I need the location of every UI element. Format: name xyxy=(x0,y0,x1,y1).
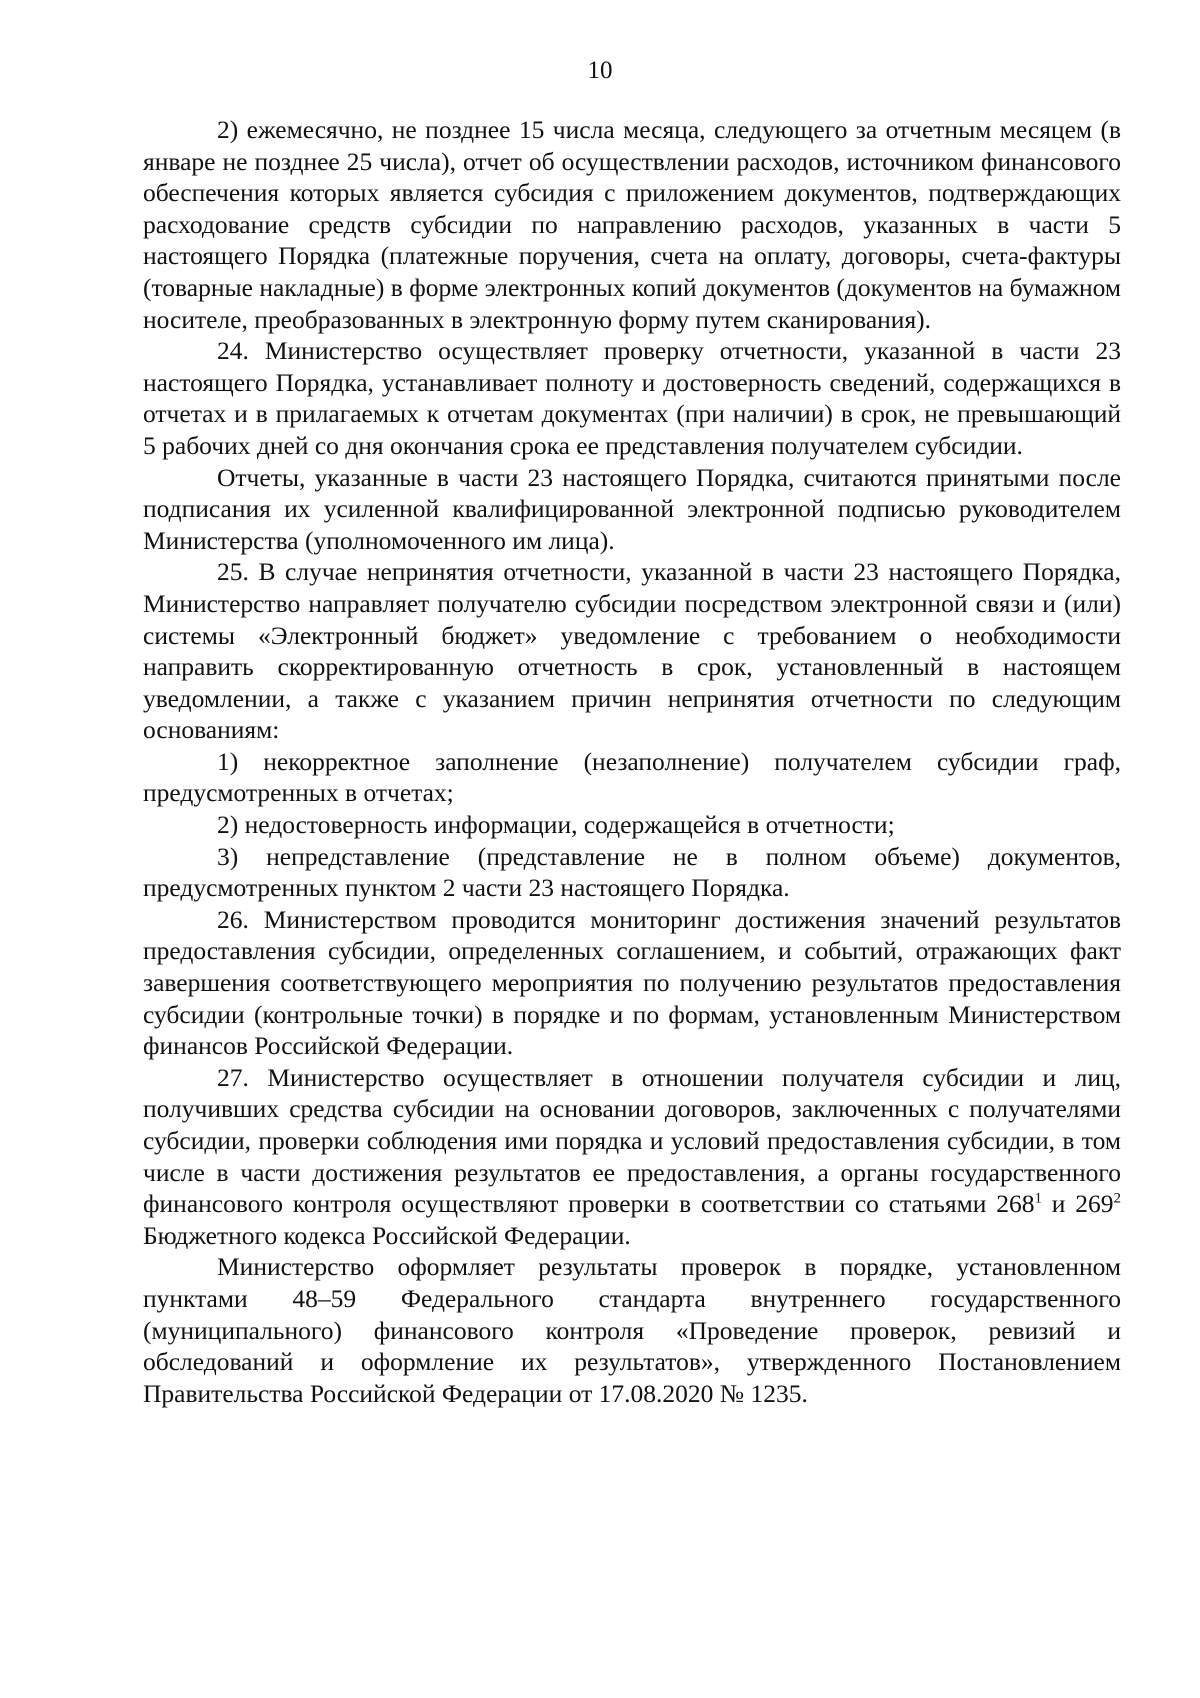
paragraph-27-inspections xyxy=(143,1062,1121,1252)
paragraph-item-2-reporting: 2) ежемесячно, не позднее 15 числа месяца, следующего за отчетным месяцем (в январе не позднее 25 числа), отчет об осуществлении расходов, источником финансового обеспечения которых является субсидия с приложением документов, подтверждающих расходование средств субсидии по направлению расходов, указанных в части 5 настоящего Порядка (платежные поручения, счета на оплату, договоры, счета-фактуры (товарные накладные) в форме электронных копий документов (документов на бумажном носителе, преобразованных в электронную форму путем сканирования). xyxy=(143,115,1121,334)
paragraph-27-tail: Бюджетного кодекса Российской Федерации. xyxy=(143,1220,631,1250)
article-268-superscript: 1 xyxy=(1034,1190,1042,1207)
paragraph-25-report-rejection: 25. В случае непринятия отчетности, указанной в части 23 настоящего Порядка, Министерство направляет получателю субсидии посредством электронной связи и (или) системы «Электронный бюджет» уведомление с требованием о необходимости направить скорректированную отчетность в срок, установленный в настоящем уведомлении, а также с указанием причин непринятия отчетности по следующим основаниям: xyxy=(143,557,1121,745)
document-body xyxy=(143,114,1121,1409)
paragraph-27-results-registration: Министерство оформляет результаты проверок в порядке, установленном пунктами 48–59 Федерального стандарта внутреннего государственного (муниципального) финансового контроля «Проведение проверок, ревизий и обследований и оформление их результатов», утвержденного Постановлением Правительства Российской Федерации от 17.08.2020 № 1235. xyxy=(143,1252,1121,1408)
paragraph-25-reason-1: 1) некорректное заполнение (незаполнение) получателем субсидии граф, предусмотренных в отчетах; xyxy=(143,746,1121,808)
paragraph-26-monitoring: 26. Министерством проводится мониторинг достижения значений результатов предоставления субсидии, определенных соглашением, и событий, отражающих факт завершения соответствующего мероприятия по получению результатов предоставления субсидии (контрольные точки) в порядке и по формам, установленным Министерством финансов Российской Федерации. xyxy=(143,904,1121,1061)
paragraph-24-reports-accepted: Отчеты, указанные в части 23 настоящего Порядка, считаются принятыми после подписания их усиленной квалифицированной электронной подписью руководителем Министерства (уполномоченного им лица). xyxy=(143,462,1121,555)
article-269-superscript: 2 xyxy=(1113,1190,1121,1207)
paragraph-27-joiner: и xyxy=(1042,1189,1076,1219)
article-269-number: 269 xyxy=(1075,1189,1114,1219)
paragraph-25-reason-2: 2) недостоверность информации, содержащейся в отчетности; xyxy=(217,810,895,840)
page-number: 10 xyxy=(587,57,613,84)
paragraph-24-report-check: 24. Министерство осуществляет проверку отчетности, указанной в части 23 настоящего Порядка, устанавливает полноту и достоверность сведений, содержащихся в отчетах и в прилагаемых к отчетам документах (при наличии) в срок, не превышающий 5 рабочих дней со дня окончания срока ее представления получателем субсидии. xyxy=(143,336,1121,460)
paragraph-27-lead: 27. Министерство осуществляет в отношении получателя субсидии и лиц, получивших средства субсидии на основании договоров, заключенных с получателями субсидии, проверки соблюдения ими порядка и условий предоставления субсидии, в том числе в части достижения результатов ее предоставления, а органы государственного финансового контроля осуществляют проверки в соответствии со статьями xyxy=(143,1062,1121,1219)
paragraph-25-reason-3: 3) непредставление (представление не в полном объеме) документов, предусмотренных пунктом 2 части 23 настоящего Порядка. xyxy=(143,841,1121,903)
article-268-number: 268 xyxy=(996,1189,1035,1219)
